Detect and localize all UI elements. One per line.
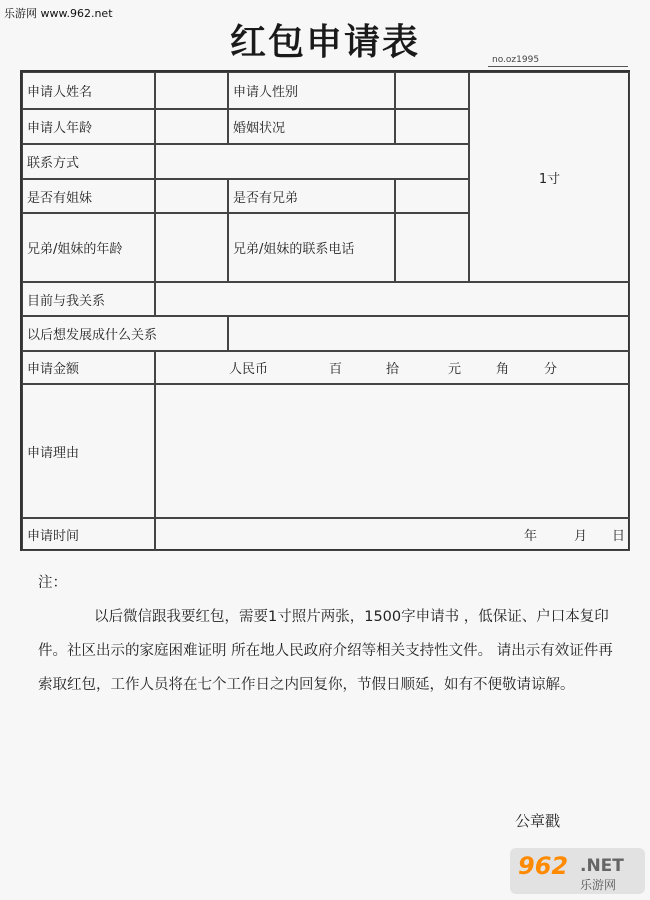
date-unit-year: 年 [524,529,538,544]
label-applicant-name: 申请人姓名 [22,72,155,109]
notes-section [38,566,618,702]
notes-body: 以后微信跟我要红包，需要1寸照片两张，1500字申请书 ，低保证、户口本复印件。社区出示的家庭困难证明 所在地人民政府介绍等相关支持性文件。 请出示有效证件再索取红包，工作人员将在七个工作日之内回复你，节假日顺延，如有不便敬请谅解。 [38,609,613,693]
field-reason[interactable] [155,384,630,518]
amount-unit-hundred: 百 [329,362,343,377]
field-amount[interactable] [155,351,630,384]
amount-unit-yuan: 元 [448,362,462,377]
field-current-relation[interactable] [155,282,630,316]
amount-unit-ten: 拾 [386,362,400,377]
amount-unit-rmb: 人民币 [229,362,269,377]
field-future-relation[interactable] [228,316,630,351]
field-marital-status[interactable] [395,109,469,144]
serial-underline [488,66,628,67]
field-contact[interactable] [155,144,469,179]
label-future-relation: 以后想发展成什么关系 [22,316,228,351]
field-time[interactable] [155,518,630,551]
field-applicant-gender[interactable] [395,72,469,109]
label-contact: 联系方式 [22,144,155,179]
page-title: 红包申请表 [229,21,420,63]
watermark-bottom [510,848,645,894]
photo-box: 1寸 [469,72,630,282]
date-unit-month: 月 [574,529,588,544]
notes-label: 注： [38,575,67,591]
seal-label: 公章戳 [515,812,561,830]
amount-unit-fen: 分 [544,362,558,377]
watermark-net: .NET [580,856,624,876]
label-applicant-age: 申请人年龄 [22,109,155,144]
label-siblings-age: 兄弟/姐妹的年龄 [22,213,155,282]
label-has-sisters: 是否有姐妹 [22,179,155,213]
field-siblings-phone[interactable] [395,213,469,282]
label-time: 申请时间 [22,518,155,551]
amount-unit-jiao: 角 [496,362,510,377]
label-amount: 申请金额 [22,351,155,384]
label-has-brothers: 是否有兄弟 [228,179,395,213]
field-has-sisters[interactable] [155,179,228,213]
application-form [20,70,630,551]
watermark-top: 乐游网 www.962.net [4,7,113,20]
date-unit-day: 日 [612,529,626,544]
label-marital-status: 婚姻状况 [228,109,395,144]
field-applicant-age[interactable] [155,109,228,144]
field-siblings-age[interactable] [155,213,228,282]
label-reason: 申请理由 [22,384,155,518]
field-applicant-name[interactable] [155,72,228,109]
label-applicant-gender: 申请人性别 [228,72,395,109]
field-has-brothers[interactable] [395,179,469,213]
serial-number: no.oz1995 [492,55,540,65]
watermark-site: 乐游网 [580,878,617,892]
watermark-logo: 962 [518,852,569,880]
label-siblings-phone: 兄弟/姐妹的联系电话 [228,213,395,282]
label-current-relation: 目前与我关系 [22,282,155,316]
